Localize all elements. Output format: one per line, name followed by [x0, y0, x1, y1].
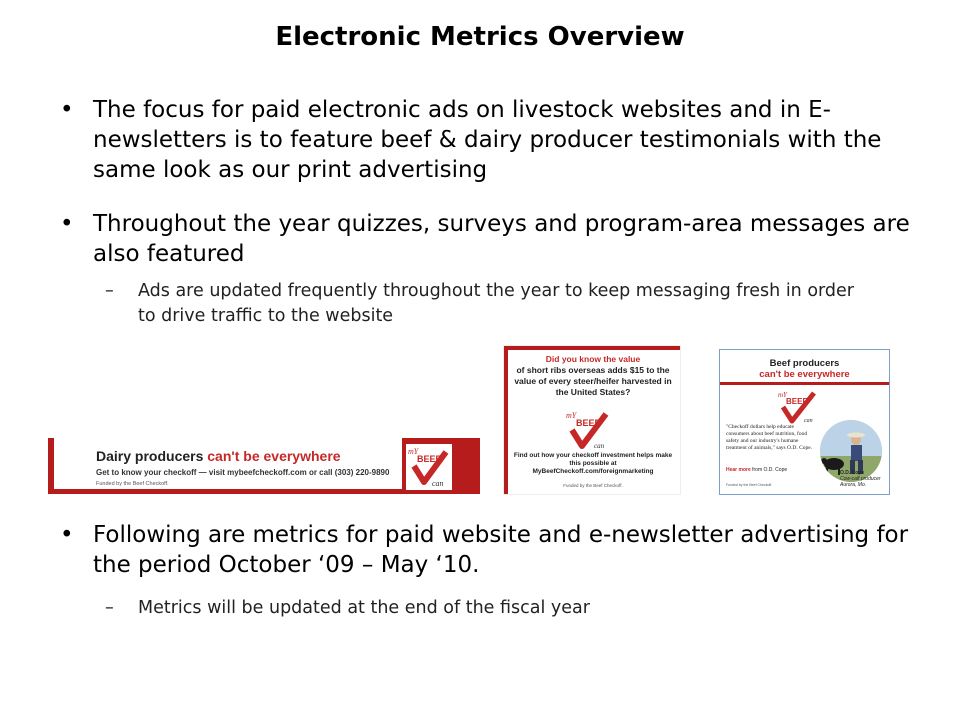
short-ribs-ad	[503, 345, 681, 495]
sub-bullet-text: Metrics will be updated at the end of the fiscal year	[138, 598, 590, 618]
bullet-icon: •	[60, 522, 74, 548]
ad-top-stripe	[504, 346, 680, 350]
my-beef-logo-icon	[406, 444, 452, 490]
banner-headline-part1: Dairy producers	[96, 448, 208, 464]
caption-role: Cow-calf producer	[840, 476, 881, 482]
caption-name: O.D. Cope	[840, 470, 865, 476]
svg-text:mY: mY	[778, 391, 787, 399]
dash-icon: –	[105, 281, 114, 301]
ad-red-band	[720, 382, 889, 385]
bullet-text: Throughout the year quizzes, surveys and program-area messages are also featured	[93, 211, 910, 267]
beef-producers-ad	[719, 349, 890, 495]
ad-headline-part1: Beef producers	[769, 358, 840, 369]
caption-place: Aurora, Mo.	[840, 482, 867, 488]
svg-text:can: can	[804, 418, 813, 424]
ad-funded-note: Funded by the Beef Checkoff.	[726, 483, 773, 487]
ad-headline-part2: of short ribs overseas adds $15 to the value of every steer/heifer harvested in the United States?	[514, 365, 672, 397]
slide-title: Electronic Metrics Overview	[275, 22, 685, 52]
ad-headline	[512, 354, 674, 398]
my-beef-logo-icon	[774, 388, 826, 424]
ad-body: Find out how your checkoff investment helps make this possible at MyBeefCheckoff.com/foreignmarketing	[513, 452, 673, 475]
ad-more-red: Hear more	[726, 467, 751, 473]
ad-quote: "Checkoff dollars help educate consumers about beef nutrition, food safety and our industry's humane treatment of animals," says O.D. Cope.	[726, 424, 813, 451]
bullet-text: Following are metrics for paid website and e-newsletter advertising for the period October ‘09 – May ‘10.	[93, 522, 909, 578]
svg-text:BEEF: BEEF	[576, 418, 601, 428]
bullet-icon: •	[60, 97, 74, 123]
ad-more-link	[726, 467, 818, 473]
dairy-producers-banner-ad	[48, 438, 480, 494]
bullet-text: The focus for paid electronic ads on livestock websites and in E-newsletters is to feature beef & dairy producer testimonials with the same look as our print advertising	[93, 97, 882, 183]
my-beef-logo-icon	[562, 408, 618, 450]
banner-left-stripe	[48, 438, 54, 494]
sub-bullet-text: Ads are updated frequently throughout the year to keep messaging fresh in order to drive traffic to the website	[138, 281, 854, 326]
ad-left-stripe	[504, 346, 508, 494]
ad-more-rest: from O.D. Cope	[750, 467, 788, 473]
svg-text:BEEF: BEEF	[786, 397, 808, 406]
ad-headline-part1: Did you know the value	[545, 354, 641, 364]
banner-headline	[96, 448, 341, 464]
svg-text:BEEF: BEEF	[417, 454, 442, 464]
svg-text:can: can	[432, 479, 444, 488]
ad-headline	[728, 358, 881, 380]
producer-caption	[840, 470, 888, 488]
ad-headline-part2: can't be everywhere	[759, 369, 850, 380]
svg-text:mY: mY	[566, 411, 577, 420]
svg-text:can: can	[594, 442, 605, 450]
dash-icon: –	[105, 598, 114, 618]
banner-subline: Get to know your checkoff — visit mybeefcheckoff.com or call (303) 220-9890	[96, 468, 390, 477]
svg-text:mY: mY	[408, 447, 419, 456]
ad-funded-note: Funded by the Beef Checkoff.	[563, 483, 623, 488]
bullet-icon: •	[60, 211, 74, 237]
banner-funded-note: Funded by the Beef Checkoff.	[96, 481, 169, 487]
banner-headline-part2: can't be everywhere	[207, 448, 341, 464]
